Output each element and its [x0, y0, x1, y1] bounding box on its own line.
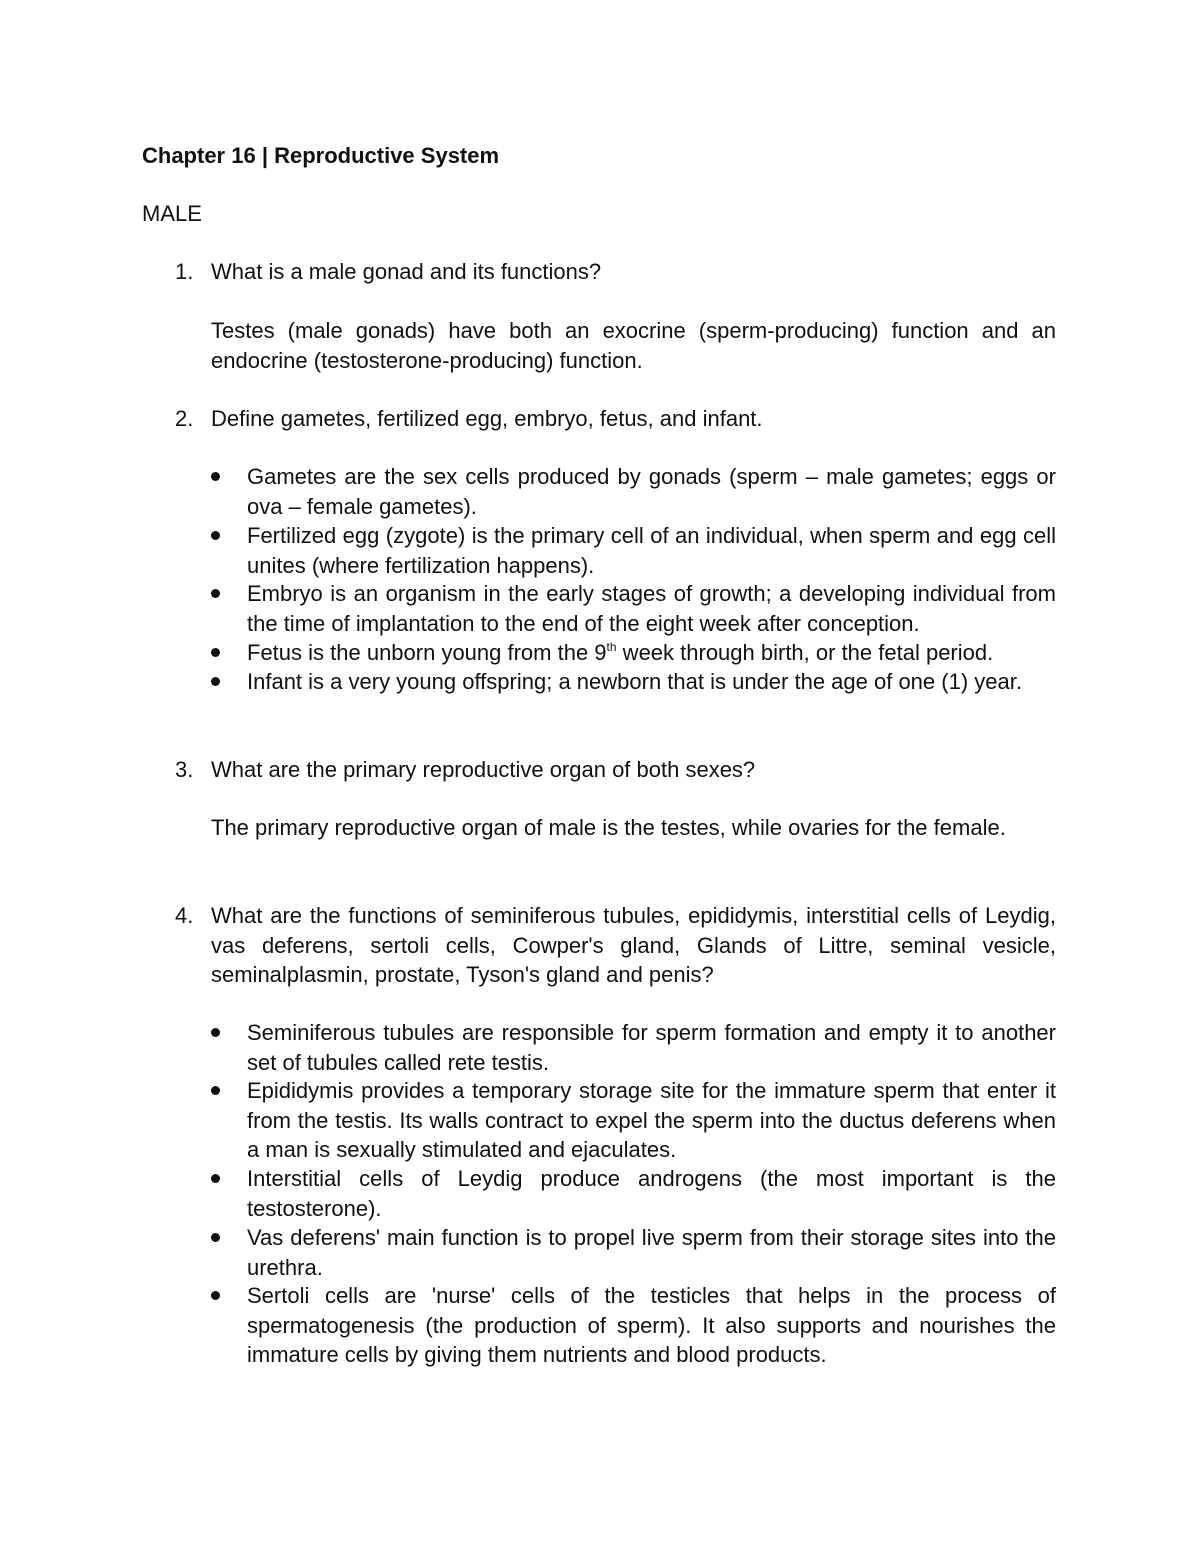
fetus-text-after: week through birth, or the fetal period.: [616, 640, 994, 665]
bullet-icon: [211, 677, 220, 686]
question-text: What are the functions of seminiferous tubules, epididymis, interstitial cells of Leydig, vas deferens, sertoli cells, Cowper's gland, Glands of Littre, seminal vesicle, seminalplasmin, prostate, Tyson's gland and penis?: [211, 903, 1056, 987]
answer-text: The primary reproductive organ of male is the testes, while ovaries for the female.: [211, 815, 1006, 840]
list-item: Sertoli cells are 'nurse' cells of the testicles that helps in the process of spermatogenesis (the production of sperm). It also supports and nourishes the immature cells by giving them nutrients and blood products.: [247, 1283, 1056, 1367]
bullet-icon: [211, 1028, 220, 1037]
question-text: What is a male gonad and its functions?: [211, 259, 602, 284]
list-item: [247, 638, 1056, 668]
question-text: What are the primary reproductive organ of both sexes?: [211, 757, 756, 782]
bullet-icon: [211, 1086, 220, 1095]
question-number: 4.: [175, 903, 194, 928]
bullet-icon: [211, 1174, 220, 1183]
question-text: Define gametes, fertilized egg, embryo, fetus, and infant.: [211, 406, 763, 431]
list-item: Embryo is an organism in the early stages of growth; a developing individual from the time of implantation to the end of the eight week after conception.: [247, 581, 1056, 636]
bullet-icon: [211, 531, 220, 540]
question-number: 1.: [175, 259, 194, 284]
list-item: Epididymis provides a temporary storage site for the immature sperm that enter it from the testis. Its walls contract to expel the sperm into the ductus deferens when a man is sexually stimulated and ejaculates.: [247, 1078, 1056, 1162]
chapter-title: Chapter 16 | Reproductive System: [142, 143, 500, 168]
list-item: Infant is a very young offspring; a newborn that is under the age of one (1) year.: [247, 669, 1022, 694]
list-item: Fertilized egg (zygote) is the primary cell of an individual, when sperm and egg cell unites (where fertilization happens).: [247, 523, 1056, 578]
bullet-icon: [211, 472, 220, 481]
bullet-icon: [211, 589, 220, 598]
bullet-icon: [211, 648, 220, 657]
question-number: 2.: [175, 406, 194, 431]
fetus-superscript: th: [606, 640, 617, 654]
list-item: Vas deferens' main function is to propel live sperm from their storage sites into the urethra.: [247, 1225, 1056, 1280]
list-item: Gametes are the sex cells produced by gonads (sperm – male gametes; eggs or ova – female gametes).: [247, 464, 1056, 519]
list-item: Interstitial cells of Leydig produce androgens (the most important is the testosterone).: [247, 1166, 1056, 1221]
bullet-icon: [211, 1291, 220, 1300]
answer-text: Testes (male gonads) have both an exocrine (sperm-producing) function and an endocrine (testosterone-producing) function.: [211, 318, 1056, 373]
fetus-text-before: Fetus is the unborn young from the 9: [247, 640, 607, 665]
section-heading-male: MALE: [142, 201, 202, 226]
question-number: 3.: [175, 757, 194, 782]
list-item: Seminiferous tubules are responsible for sperm formation and empty it to another set of tubules called rete testis.: [247, 1020, 1056, 1075]
bullet-icon: [211, 1233, 220, 1242]
